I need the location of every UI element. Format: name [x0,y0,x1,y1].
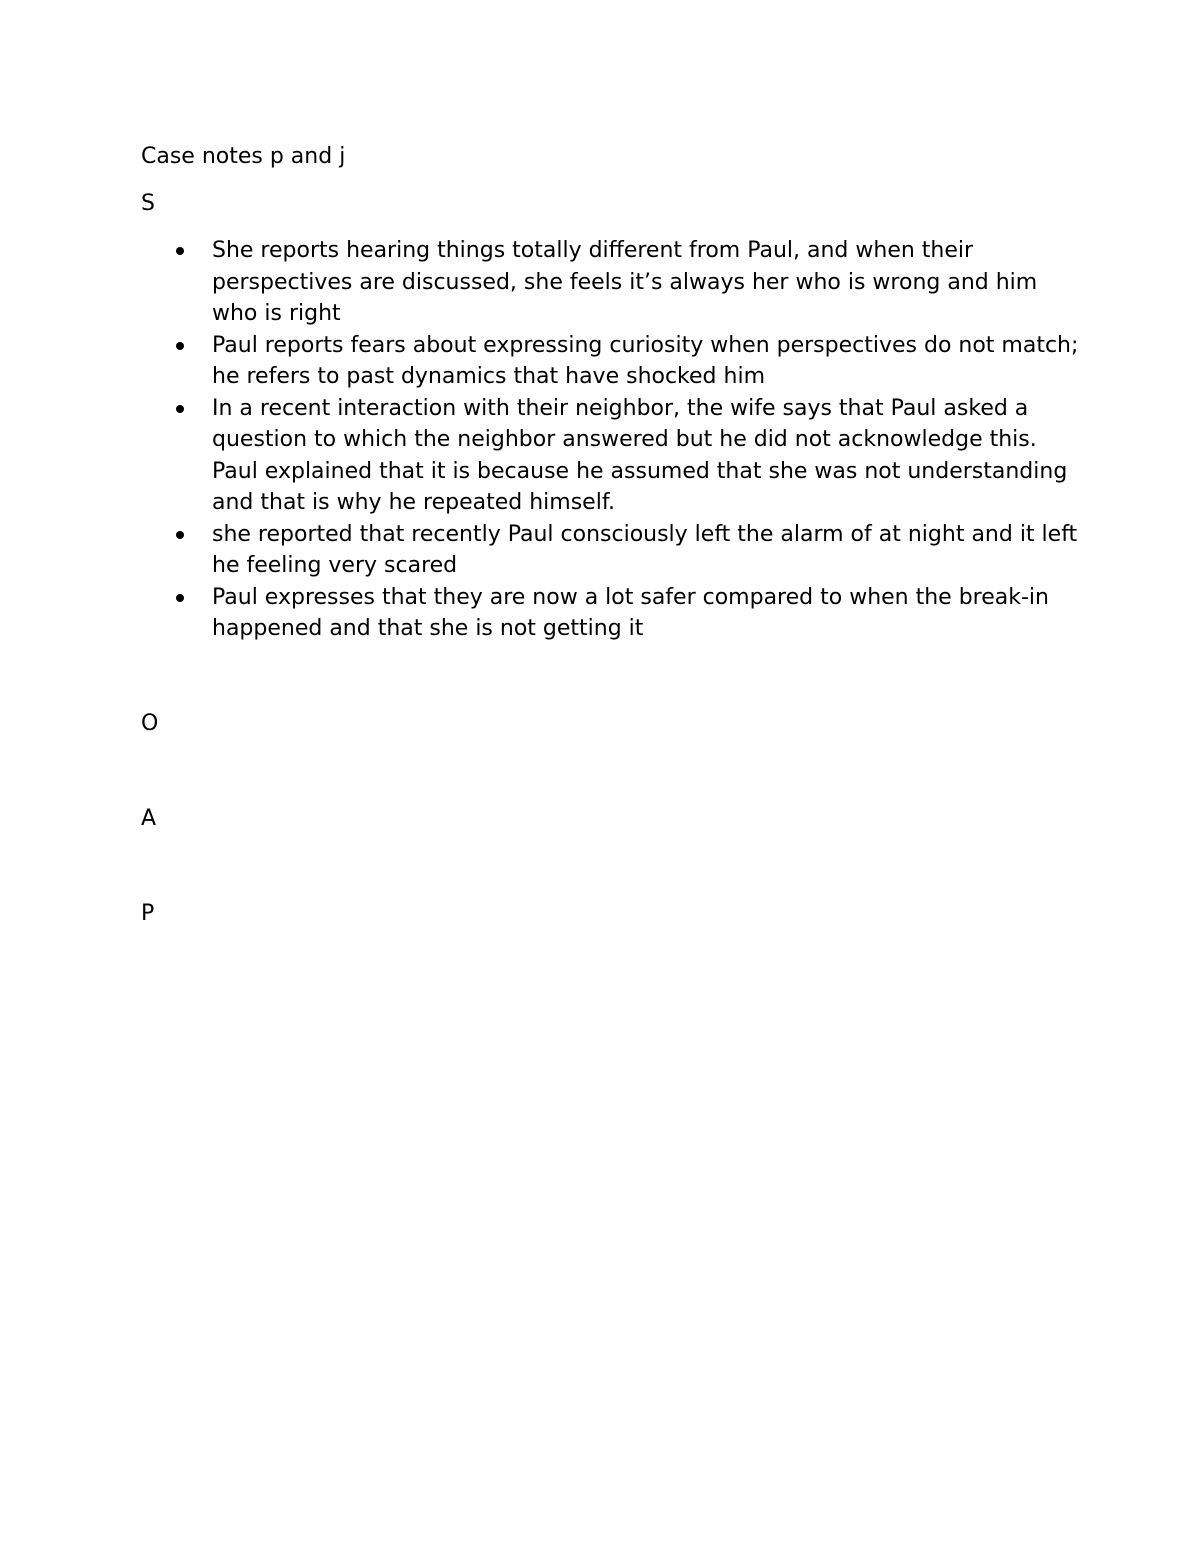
section-heading-s: S [141,191,155,216]
list-item-text: Paul expresses that they are now a lot safer compared to when the break-in happened and that she is not getting it [212,584,1049,641]
bullet-icon [176,342,184,350]
section-heading-a: A [141,806,157,831]
bullet-icon [176,594,184,602]
bullet-icon [176,405,184,413]
list-item [141,582,1081,645]
section-heading-p: P [141,901,155,926]
list-item-text: In a recent interaction with their neighbor, the wife says that Paul asked a question to which the neighbor answered but he did not acknowledge this. Paul explained that it is because he assumed that she was not understanding and that is why he repeated himself. [212,395,1068,515]
list-item [141,235,1081,330]
list-item [141,393,1081,519]
list-item-text: Paul reports fears about expressing curiosity when perspectives do not match; he refers to past dynamics that have shocked him [212,332,1079,389]
list-item-text: she reported that recently Paul consciously left the alarm of at night and it left he feeling very scared [212,521,1078,578]
list-item-text: She reports hearing things totally different from Paul, and when their perspectives are discussed, she feels it’s always her who is wrong and him who is right [212,238,1038,326]
list-item [141,330,1081,393]
document-title: Case notes p and j [141,144,346,169]
subjective-list [141,235,1081,645]
list-item [141,519,1081,582]
bullet-icon [176,247,184,255]
section-heading-o: O [141,711,159,736]
bullet-icon [176,531,184,539]
